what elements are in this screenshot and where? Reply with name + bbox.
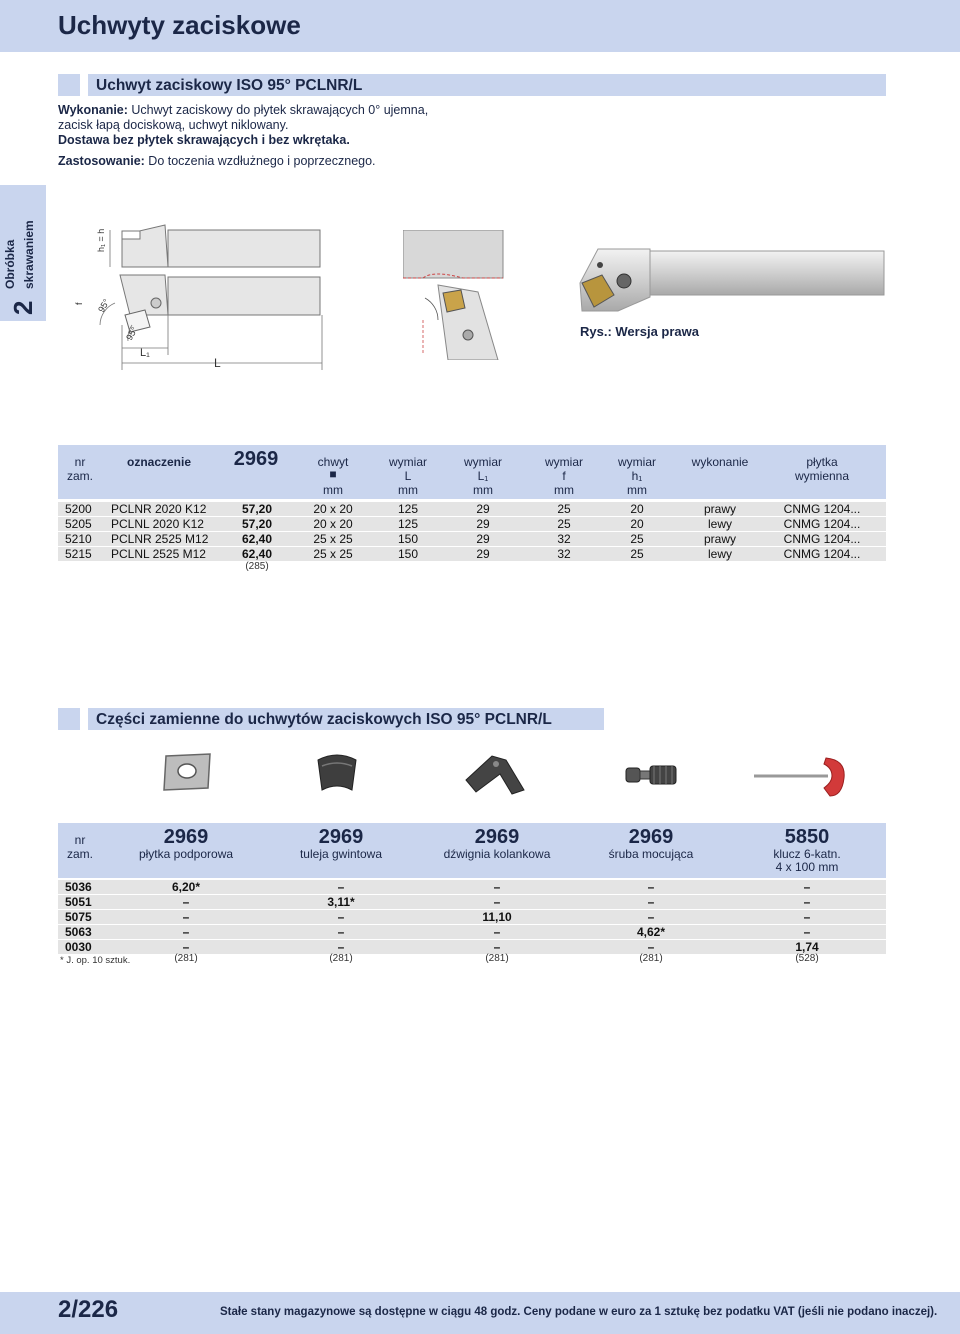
chapter-label: skrawaniem — [22, 220, 36, 289]
page-reference: (281) — [485, 953, 509, 964]
table-row — [58, 940, 886, 954]
page-number: 2/226 — [58, 1296, 119, 1323]
price-cell: – — [647, 895, 655, 909]
catalog-number: 2969 — [233, 448, 279, 470]
dim-f: 25 — [557, 502, 571, 516]
dim-L1: 29 — [476, 517, 490, 531]
shank-size: 25 x 25 — [313, 547, 353, 561]
dim-label-L: L — [214, 356, 221, 370]
table-row — [58, 517, 886, 531]
version: lewy — [707, 547, 733, 561]
section-heading: Uchwyt zaciskowy ISO 95° PCLNR/L — [88, 74, 886, 96]
catalog-number: 2969 — [474, 826, 520, 848]
unit-label: mm — [323, 483, 343, 497]
part-name: płytka podporowa — [138, 847, 234, 861]
table-row — [58, 910, 886, 924]
dim-h1: 20 — [630, 502, 644, 516]
order-number: 5063 — [65, 925, 92, 939]
dim-label-L1: L₁ — [140, 347, 150, 359]
section-heading: Części zamienne do uchwytów zaciskowych ISO 95° PCLNR/L — [88, 708, 604, 730]
col-header-nr: nr — [74, 833, 86, 847]
version: prawy — [703, 502, 737, 516]
section-marker — [58, 708, 80, 730]
version: lewy — [707, 517, 733, 531]
desc-text: Uchwyt zaciskowy do płytek skrawających 0° ujemna, — [127, 103, 429, 117]
price-cell: – — [493, 880, 501, 894]
table-row — [58, 895, 886, 909]
col-header-wymiar: wymiar — [618, 455, 656, 469]
table-row — [58, 880, 886, 894]
desc-label-wykonanie: Wykonanie: — [58, 103, 128, 117]
product-description — [58, 103, 478, 169]
desc-text: Do toczenia wzdłużnego i poprzecznego. — [144, 154, 376, 168]
order-number: 5200 — [65, 502, 92, 516]
screw-icon — [597, 262, 603, 268]
desc-label-zastosowanie: Zastosowanie: — [58, 154, 145, 168]
order-number: 5036 — [65, 880, 92, 894]
price-cell: – — [337, 925, 345, 939]
price-cell: – — [182, 895, 190, 909]
price-cell: – — [337, 940, 345, 954]
dim-f: 32 — [557, 532, 571, 546]
photo-caption: Rys.: Wersja prawa — [580, 324, 699, 339]
price-cell: – — [493, 940, 501, 954]
square-icon: ■ — [329, 467, 337, 481]
insert-type: CNMG 1204... — [783, 532, 861, 546]
col-header-plytka: płytka — [806, 455, 838, 469]
page-reference: (281) — [174, 953, 198, 964]
price: 62,40 — [241, 547, 273, 561]
screw-icon — [151, 298, 161, 308]
part-name: tuleja gwintowa — [299, 847, 383, 861]
page-reference: (528) — [795, 953, 819, 964]
holder-head-bottom — [120, 275, 168, 315]
technical-drawing — [70, 215, 332, 380]
price-cell: 4,62* — [636, 925, 666, 939]
unit-label: mm — [554, 483, 574, 497]
angle-label: 95° — [124, 325, 140, 342]
part-name: klucz 6-katn. — [773, 847, 841, 861]
col-header-wykonanie: wykonanie — [691, 455, 749, 469]
clamp-lever-icon — [462, 750, 528, 798]
dim-h1: 25 — [630, 547, 644, 561]
order-number: 0030 — [65, 940, 92, 954]
insert-type: CNMG 1204... — [783, 502, 861, 516]
footnote: * J. op. 10 sztuk. — [60, 955, 131, 966]
dim-L1: 29 — [476, 547, 490, 561]
price: 62,40 — [241, 532, 273, 546]
price-cell: – — [803, 895, 811, 909]
catalog-number: 2969 — [628, 826, 674, 848]
desc-delivery-note: Dostawa bez płytek skrawających i bez wkrętaka. — [58, 133, 350, 147]
insert-slot — [122, 231, 140, 239]
dim-label-f: f — [74, 302, 84, 305]
page-footer — [0, 1292, 960, 1334]
price-cell: – — [337, 910, 345, 924]
dim-L1: 29 — [476, 502, 490, 516]
col-header-nr: nr — [74, 455, 86, 469]
shank-size: 25 x 25 — [313, 532, 353, 546]
price-cell: 1,74 — [795, 940, 819, 954]
price-cell: 3,11* — [327, 895, 355, 909]
col-header-wymienna: wymienna — [794, 469, 850, 483]
page-title: Uchwyty zaciskowe — [58, 10, 301, 40]
price-cell: – — [182, 940, 190, 954]
section-marker — [58, 74, 80, 96]
holder-shank — [648, 251, 884, 295]
dim-label-h: h₁ = h — [96, 228, 106, 252]
price-cell: 11,10 — [482, 910, 512, 924]
workpiece-section — [403, 230, 503, 278]
unit-label: mm — [627, 483, 647, 497]
col-header-h1: h₁ — [631, 469, 643, 483]
dim-f: 25 — [557, 517, 571, 531]
product-photo — [578, 245, 886, 313]
clamping-screw-icon — [624, 760, 680, 790]
page-header — [0, 0, 960, 52]
version: prawy — [703, 532, 737, 546]
product-code: PCLNL 2525 M12 — [111, 547, 206, 561]
col-header-L: L — [404, 469, 412, 483]
threaded-sleeve-icon — [312, 752, 362, 796]
insert-type: CNMG 1204... — [783, 547, 861, 561]
product-code: PCLNR 2525 M12 — [111, 532, 209, 546]
chapter-number: 2 — [8, 300, 38, 315]
support-plate-icon — [160, 750, 216, 794]
price-cell: – — [182, 925, 190, 939]
price: 57,20 — [241, 502, 273, 516]
table-row — [58, 547, 886, 561]
col-header-L1: L₁ — [477, 469, 489, 483]
price-cell: – — [337, 880, 345, 894]
catalog-number: 5850 — [784, 826, 830, 848]
angle-label: 95° — [96, 297, 112, 314]
order-number: 5075 — [65, 910, 92, 924]
col-header-f: f — [562, 469, 566, 483]
product-table-header — [58, 445, 886, 499]
table-row — [58, 925, 886, 939]
shank-size: 20 x 20 — [313, 502, 353, 516]
col-header-wymiar: wymiar — [464, 455, 502, 469]
chapter-label: Obróbka — [3, 239, 17, 289]
dim-L: 125 — [397, 517, 419, 531]
tool-detail-drawing — [403, 230, 505, 360]
price-cell: – — [182, 910, 190, 924]
part-size: 4 x 100 mm — [775, 860, 839, 874]
price-cell: 6,20* — [171, 880, 201, 894]
page-reference: (285) — [245, 561, 269, 572]
price-cell: – — [803, 925, 811, 939]
holder-shank-bottom — [168, 277, 320, 315]
dim-f: 32 — [557, 547, 571, 561]
dim-h1: 25 — [630, 532, 644, 546]
chapter-side-tab — [0, 185, 46, 321]
col-header-zam: zam. — [66, 847, 94, 861]
unit-label: mm — [398, 483, 418, 497]
page-reference: (281) — [329, 953, 353, 964]
price-cell: – — [803, 910, 811, 924]
price-cell: – — [647, 940, 655, 954]
dim-L: 150 — [397, 547, 419, 561]
order-number: 5205 — [65, 517, 92, 531]
dim-h1: 20 — [630, 517, 644, 531]
order-number: 5215 — [65, 547, 92, 561]
screw-icon — [463, 330, 473, 340]
price-cell: – — [493, 925, 501, 939]
catalog-number: 2969 — [318, 826, 364, 848]
footer-note: Stałe stany magazynowe są dostępne w ciągu 48 godz. Ceny podane w euro za 1 sztukę bez podatku VAT (jeśli nie podano inaczej). — [220, 1306, 938, 1318]
unit-label: mm — [473, 483, 493, 497]
clamp-screw-icon — [617, 274, 631, 288]
shank-size: 20 x 20 — [313, 517, 353, 531]
holder-shank-top — [168, 230, 320, 267]
price: 57,20 — [241, 517, 273, 531]
product-code: PCLNL 2020 K12 — [111, 517, 204, 531]
product-code: PCLNR 2020 K12 — [111, 502, 207, 516]
price-cell: – — [647, 910, 655, 924]
col-header-wymiar: wymiar — [545, 455, 583, 469]
catalog-number: 2969 — [163, 826, 209, 848]
order-number: 5051 — [65, 895, 92, 909]
dim-L: 125 — [397, 502, 419, 516]
page-reference: (281) — [639, 953, 663, 964]
col-header-wymiar: wymiar — [389, 455, 427, 469]
col-header-chwyt: chwyt — [317, 455, 349, 469]
part-name: śruba mocująca — [608, 847, 694, 861]
insert-icon — [443, 290, 465, 312]
dim-L1: 29 — [476, 532, 490, 546]
price-cell: – — [803, 880, 811, 894]
price-cell: – — [493, 895, 501, 909]
price-cell: – — [647, 880, 655, 894]
col-header-oznaczenie: oznaczenie — [126, 455, 192, 469]
hex-key-icon — [752, 752, 848, 800]
insert-type: CNMG 1204... — [783, 517, 861, 531]
table-row — [58, 532, 886, 546]
dim-L: 150 — [397, 532, 419, 546]
part-name: dźwignia kolankowa — [443, 847, 551, 861]
spare-parts-table-header — [58, 823, 886, 878]
table-row — [58, 502, 886, 516]
desc-text: zacisk łapą dociskową, uchwyt niklowany. — [58, 118, 289, 132]
order-number: 5210 — [65, 532, 92, 546]
col-header-zam: zam. — [66, 469, 94, 483]
